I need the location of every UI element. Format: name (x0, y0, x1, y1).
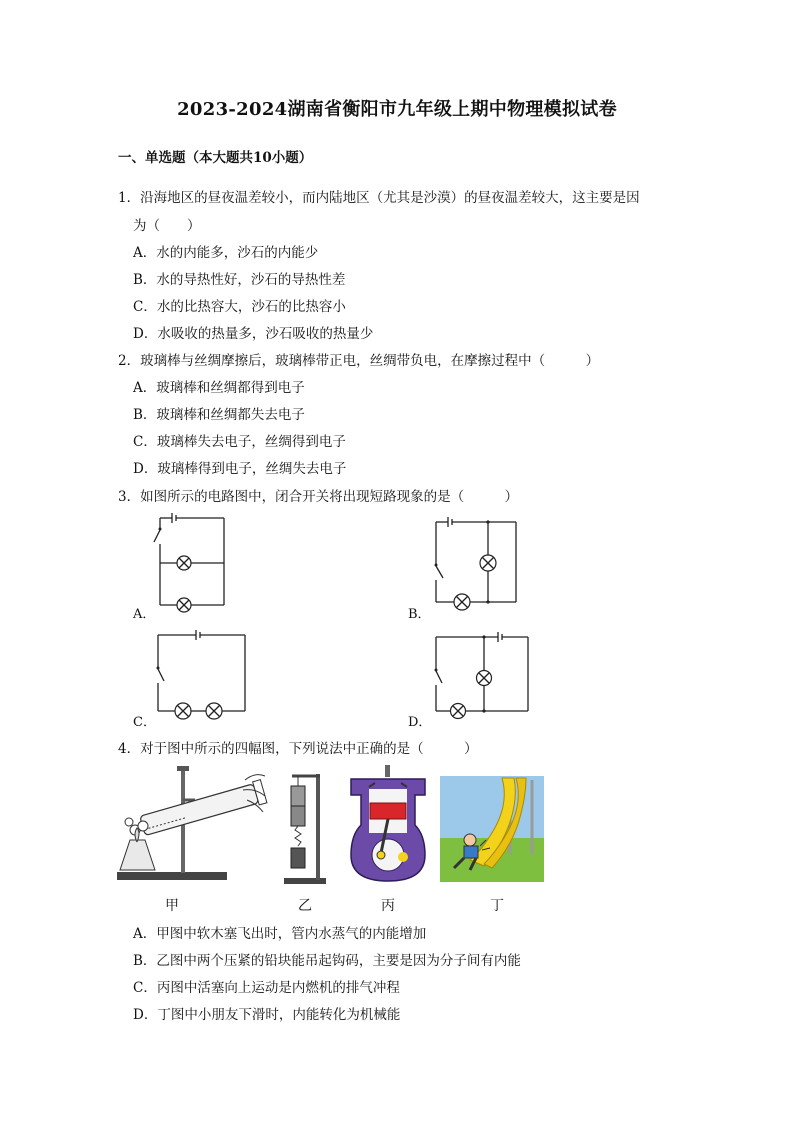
question-1-option-c: C．水的比热容大，沙石的比热容小 (133, 299, 346, 315)
question-2-option-c: C．玻璃棒失去电子，丝绸得到电子 (133, 434, 346, 450)
caption-jia: 甲 (165, 898, 179, 914)
question-1-option-d: D．水吸收的热量多，沙石吸收的热量少 (133, 326, 374, 342)
question-2-option-a: A．玻璃棒和丝绸都得到电子 (133, 380, 305, 396)
circuit-b-label: B． (408, 607, 431, 622)
circuit-c-diagram (150, 625, 250, 720)
question-4-stem: 4．对于图中所示的四幅图，下列说法中正确的是（ ） (118, 741, 478, 757)
figure-jia-cork-tube (115, 760, 270, 888)
question-4-option-c: C．丙图中活塞向上运动是内燃机的排气冲程 (133, 980, 400, 996)
figure-yi-lead-blocks (278, 768, 330, 886)
circuit-b-diagram (428, 512, 523, 612)
page-title: 2023-2024湖南省衡阳市九年级上期中物理模拟试卷 (177, 99, 617, 120)
caption-ding: 丁 (490, 898, 504, 914)
question-1-option-a: A．水的内能多，沙石的内能少 (133, 245, 319, 261)
figure-bing-engine (345, 765, 431, 883)
circuit-c-label: C． (133, 715, 156, 730)
question-1-option-b: B．水的导热性好，沙石的导热性差 (133, 272, 346, 288)
question-2-option-b: B．玻璃棒和丝绸都失去电子 (133, 407, 305, 423)
question-1-stem-cont: 为（ ） (133, 218, 201, 234)
question-2-stem: 2．玻璃棒与丝绸摩擦后，玻璃棒带正电，丝绸带负电，在摩擦过程中（ ） (118, 353, 600, 369)
question-4-option-b: B．乙图中两个压紧的铅块能吊起钩码，主要是因为分子间有内能 (133, 953, 521, 969)
section-heading: 一、单选题（本大题共10小题） (118, 150, 313, 166)
caption-bing: 丙 (381, 898, 395, 914)
caption-yi: 乙 (298, 898, 312, 914)
question-1-stem: 1．沿海地区的昼夜温差较小，而内陆地区（尤其是沙漠）的昼夜温差较大，这主要是因 (118, 190, 640, 206)
circuit-a-label: A． (133, 607, 156, 622)
question-3-stem: 3．如图所示的电路图中，闭合开关将出现短路现象的是（ ） (118, 489, 519, 505)
circuit-a-diagram (150, 510, 235, 615)
question-2-option-d: D．玻璃棒得到电子，丝绸失去电子 (133, 461, 347, 477)
circuit-d-label: D． (408, 715, 432, 730)
question-4-option-a: A．甲图中软木塞飞出时，管内水蒸气的内能增加 (133, 926, 427, 942)
figure-ding-slide (440, 776, 544, 882)
circuit-d-diagram (428, 627, 533, 722)
question-4-option-d: D．丁图中小朋友下滑时，内能转化为机械能 (133, 1007, 401, 1023)
